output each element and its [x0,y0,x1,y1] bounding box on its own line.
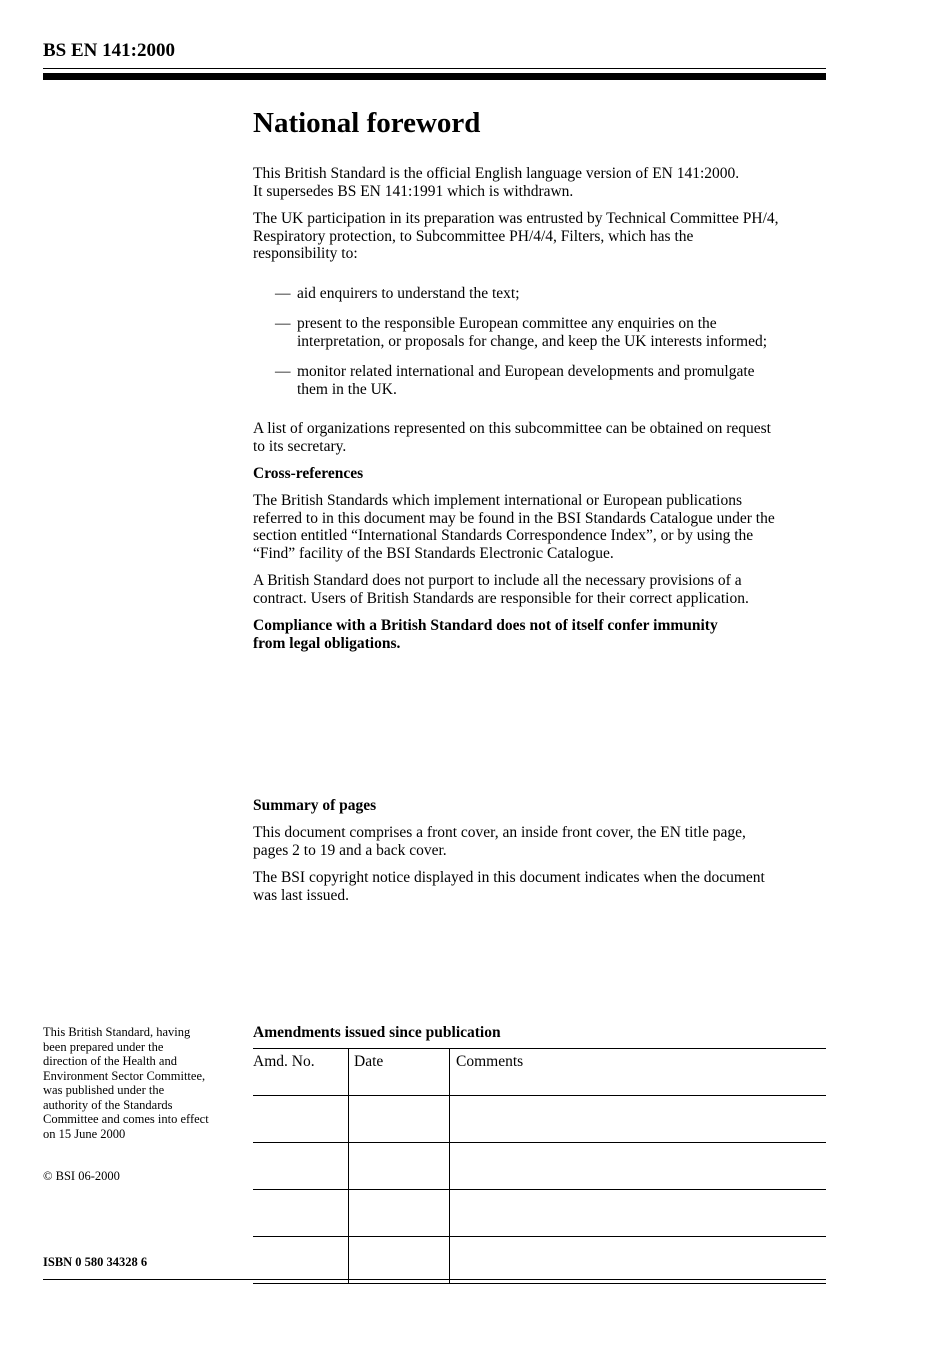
amendments-title: Amendments issued since publication [253,1024,501,1041]
list-dash: — [275,315,291,332]
publication-note-line: Environment Sector Committee, [43,1068,206,1083]
cross-references-paragraph [253,492,828,562]
copyright-label: © BSI 06-2000 [43,1169,120,1183]
page-title: National foreword [253,107,481,139]
table-cell [349,1190,450,1237]
cross-references-line: section entitled “International Standards Correspondence Index”, or by using the [253,527,754,544]
participation-paragraph [253,210,828,263]
column-header-comments: Comments [450,1049,827,1096]
publication-note-line: authority of the Standards [43,1097,173,1112]
publication-note-line: direction of the Health and [43,1054,177,1068]
publication-note-line: been prepared under the [43,1039,164,1054]
copyright-notice-paragraph [253,869,828,904]
intro-line: It supersedes BS EN 141:1991 which is withdrawn. [253,182,574,200]
table-cell [450,1237,827,1284]
cross-references-line: “Find” facility of the BSI Standards Electronic Catalogue. [253,544,614,562]
table-cell [450,1143,827,1190]
organizations-line: A list of organizations represented on this subcommittee can be obtained on request [253,420,771,437]
cross-references-line: The British Standards which implement international or European publications [253,492,742,509]
table-cell [450,1096,827,1143]
amendments-table [253,1048,826,1284]
compliance-line: Compliance with a British Standard does not of itself confer immunity [253,617,718,634]
header-rule-thin [43,68,826,69]
table-cell [253,1096,349,1143]
publication-note-line: Committee and comes into effect [43,1112,209,1126]
participation-line: The UK participation in its preparation was entrusted by Technical Committee PH/4, [253,210,779,227]
list-item-text: monitor related international and European developments and promulgate [297,363,755,380]
table-cell [349,1237,450,1284]
provisions-line: A British Standard does not purport to include all the necessary provisions of a [253,572,742,589]
publication-note-line: This British Standard, having [43,1025,191,1039]
compliance-statement [253,617,828,652]
summary-heading: Summary of pages [253,797,377,814]
table-cell [253,1143,349,1190]
table-cell [349,1096,450,1143]
provisions-line: contract. Users of British Standards are responsible for their correct application. [253,589,749,607]
list-item-text: present to the responsible European committee any enquiries on the [297,315,717,332]
table-cell [253,1190,349,1237]
summary-line: This document comprises a front cover, an inside front cover, the EN title page, [253,824,746,841]
table-cell [450,1190,827,1237]
publication-note-line: was published under the [43,1083,165,1097]
column-header-date: Date [349,1049,450,1096]
publication-note [43,1025,238,1141]
table-row [253,1190,826,1237]
list-dash: — [275,363,291,380]
isbn-label: ISBN 0 580 34328 6 [43,1255,148,1269]
provisions-paragraph [253,572,828,607]
document-code: BS EN 141:2000 [43,40,175,61]
intro-line: This British Standard is the official English language version of EN 141:2000. [253,165,740,182]
participation-line: responsibility to: [253,245,358,262]
intro-paragraph [253,165,828,200]
summary-paragraph [253,824,828,859]
summary-line: pages 2 to 19 and a back cover. [253,841,447,859]
publication-note-line: on 15 June 2000 [43,1126,126,1141]
table-row [253,1143,826,1190]
list-item-text: interpretation, or proposals for change, and keep the UK interests informed; [297,332,768,350]
copyright-notice-line: The BSI copyright notice displayed in this document indicates when the document [253,869,765,886]
cross-references-line: referred to in this document may be found in the BSI Standards Catalogue under the [253,509,775,527]
responsibility-list [253,285,828,405]
table-cell [253,1237,349,1284]
cross-references-heading: Cross-references [253,465,364,482]
table-cell [349,1143,450,1190]
organizations-line: to its secretary. [253,437,347,455]
header-rule-thick [43,73,826,80]
organizations-paragraph [253,420,828,455]
table-row [253,1237,826,1284]
compliance-line: from legal obligations. [253,634,401,652]
table-row [253,1096,826,1143]
footer-rule [43,1279,826,1280]
copyright-notice-line: was last issued. [253,886,350,904]
list-item-text: aid enquirers to understand the text; [297,285,520,302]
table-header-row [253,1049,826,1096]
participation-line: Respiratory protection, to Subcommittee PH/4/4, Filters, which has the [253,227,694,245]
list-item-text: them in the UK. [297,380,397,398]
column-header-amd-no: Amd. No. [253,1049,349,1096]
list-dash: — [275,285,291,302]
